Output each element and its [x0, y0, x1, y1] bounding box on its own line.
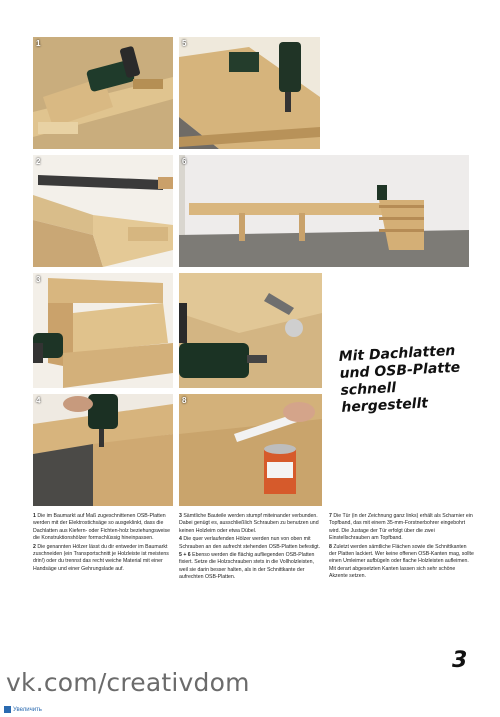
photo-number: 8 — [182, 396, 187, 405]
text-column-3 — [329, 513, 474, 582]
photo-number: 2 — [36, 157, 41, 166]
enlarge-label: Увеличить — [13, 706, 42, 713]
handwritten-headline: Mit Dachlatten und OSB-Platte schnell hergestellt — [338, 342, 461, 416]
text-column-1 — [33, 513, 178, 574]
step-paragraph: 5 + 6 Ebenso werden die flächig aufliegenden OSB-Platten fixiert. Setze die Holzschrauben stets in die Vollholzleisten, weil sie darin besser halten, als in der Schnittkante der aufrechten OSB-Platten. — [179, 552, 315, 581]
photo-step-2 — [33, 155, 173, 267]
photo-step-1 — [33, 37, 173, 149]
step-paragraph: 3 Sämtliche Bauteile werden stumpf miteinander verbunden. Dabei genügt es, ausschließlich Schrauben zu benutzen und keinen Holzleim oder etwa Dübel. — [179, 513, 319, 534]
photo-number: 4 — [36, 396, 41, 405]
photo-number: 1 — [36, 39, 41, 48]
zoom-icon — [4, 706, 11, 713]
page-number: 3 — [452, 648, 468, 673]
photo-step-3 — [33, 273, 173, 388]
step-paragraph: 1 Die im Baumarkt auf Maß zugeschnittenen OSB-Platten werden mit der Elektrostichsäge so ausgeklinkt, dass die Dachlatten aus Kiefern- oder Fichten-holz beziehungsweise die Konstruktionshölzer formschlüssig hineinpassen. — [33, 513, 170, 542]
text-column-2 — [179, 513, 324, 583]
enlarge-link[interactable] — [4, 706, 42, 713]
photo-step-8 — [179, 394, 322, 506]
photo-step-4 — [33, 394, 173, 506]
photo-number: 5 — [182, 39, 187, 48]
photo-number: 3 — [36, 275, 41, 284]
photo-step-6 — [179, 155, 469, 267]
photo-step-7 — [179, 273, 322, 388]
step-paragraph: 4 Die quer verlaufenden Hölzer werden nun von oben mit Schrauben an den aufrecht stehenden OSB-Platten befestigt. — [179, 536, 321, 550]
photo-step-5 — [179, 37, 320, 149]
photo-number: 6 — [182, 157, 187, 166]
step-paragraph: 2 Die genannten Hölzer lässt du dir entweder im Baumarkt zuschneiden (ein Transportschnitt je Holzleiste ist meistens drin!) oder du trennst das recht weiche Material mit einer Handsäge und einer Gehrungslade auf. — [33, 543, 169, 572]
step-paragraph: 8 Zuletzt werden sämtliche Flächen sowie die Schnittkanten der Platten lackiert. Wer keine offenen OSB-Kanten mag, sollte einen Umleimer aufbügeln oder flache Holzleisten aufleimen. Mit derart abgesetzten Kanten lassen sich sehr schöne Akzente setzen. — [329, 543, 474, 580]
step-paragraph: 7 Die Tür (in der Zeichnung ganz links) erhält als Scharnier ein Topfband, das mit einem 35-mm-Forstnerbohrer eingebohrt wird. Die Justage der Tür erfolgt über die zwei Einstellschrauben am Topfband. — [329, 513, 473, 542]
watermark-url: vk.com/creativdom — [6, 668, 250, 697]
